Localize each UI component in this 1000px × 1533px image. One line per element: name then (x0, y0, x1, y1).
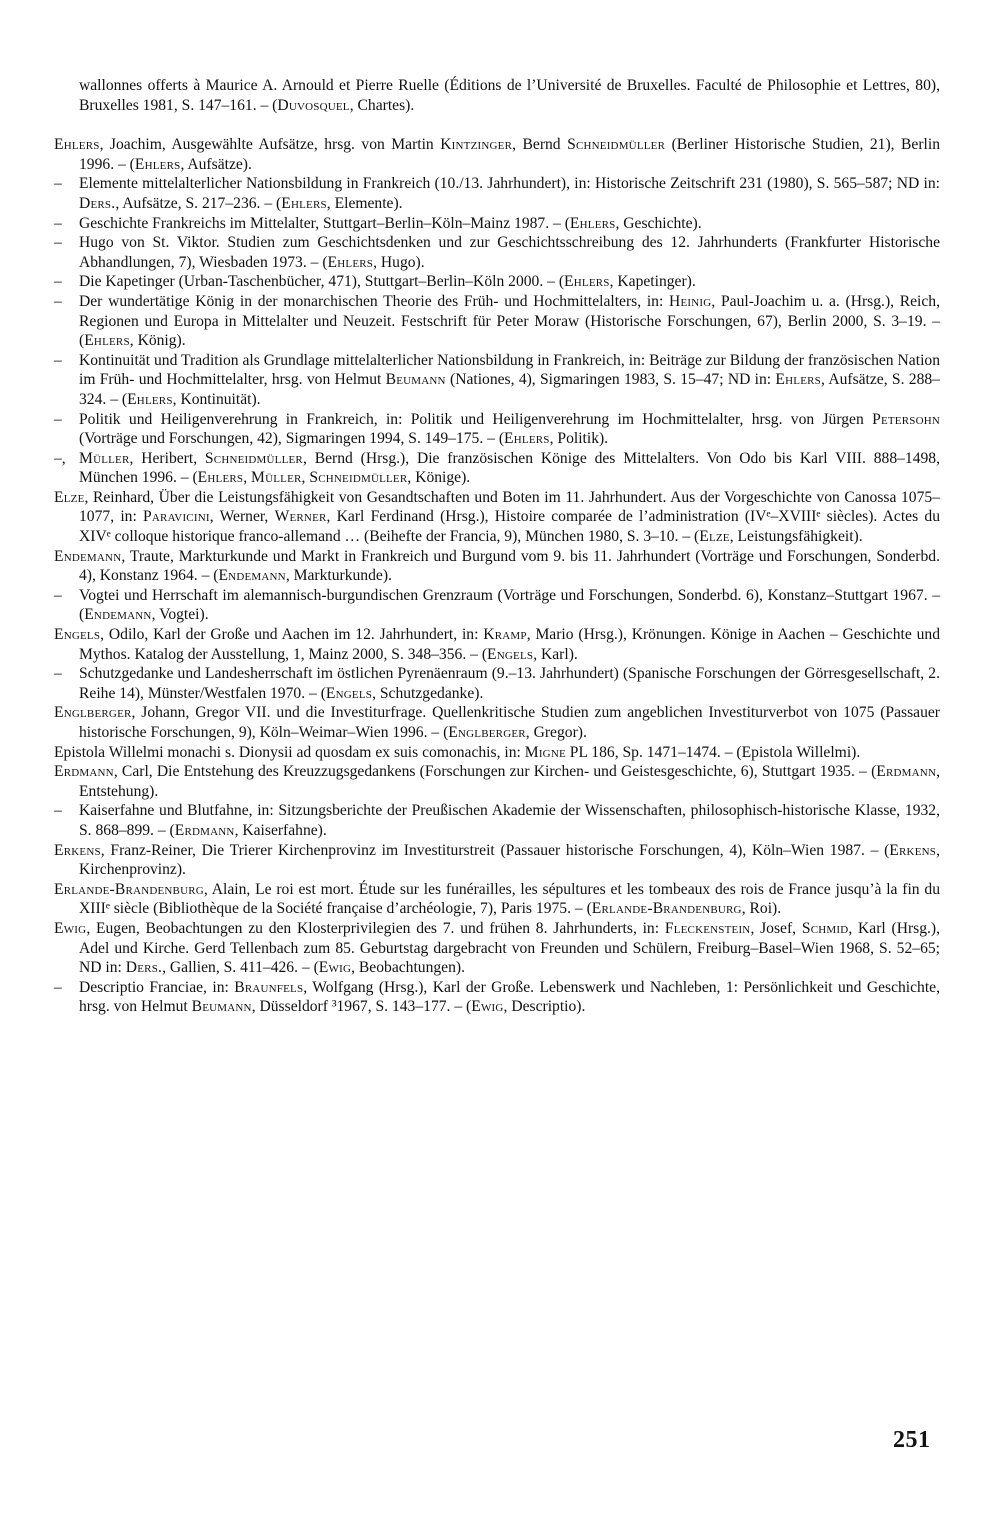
bibliography-list (54, 76, 940, 1017)
author-name: Engels (487, 645, 534, 663)
author-name: Englberger (448, 724, 526, 741)
entry-text: , Werner, (209, 508, 275, 526)
entry-text: , Odilo, Karl der Große und Aachen im 12. Jahrhundert, in: (100, 626, 484, 644)
author-name: Kintzinger (440, 136, 513, 154)
author-name: Erlande-Brandenburg (54, 880, 204, 898)
ditto-dash: – (54, 978, 62, 996)
entry-text: , Markturkunde). (285, 567, 392, 585)
bib-subentry (54, 272, 940, 292)
entry-text: (Vorträge und Forschungen, 42), Sigmaringen 1994, S. 149–175. – ( (79, 430, 505, 448)
bib-subentry (54, 233, 940, 272)
entry-text: , Gallien, S. 411–426. – ( (162, 959, 319, 977)
author-name: Erdmann (54, 763, 114, 781)
author-name: Erkens (889, 841, 937, 859)
bib-entry (54, 135, 940, 174)
author-name: Ehlers (281, 194, 327, 212)
bib-subentry (54, 292, 940, 351)
entry-text: Kaiserfahne und Blutfahne, in: Sitzungsberichte der Preußischen Akademie der Wissenschaften, philosophisch-historische Klasse, 1932, S. 868–899. – ( (79, 802, 940, 839)
author-name: Erdmann (876, 763, 937, 781)
entry-text: , Kirchenprovinz). (79, 841, 940, 879)
author-name: Ders. (79, 194, 116, 212)
author-name: Ehlers (127, 390, 173, 408)
author-name: Ehlers (54, 136, 100, 154)
entry-text: , Karl Ferdinand (Hrsg.), Histoire comparée de l’administration (IVᵉ–XVIIIᵉ siècles). Actes du XIVᵉ colloque historique franco-allemand … (Beihefte der Francia, 9), München 1980, S. 3–10. – ( (79, 508, 940, 546)
bib-entry (54, 625, 940, 664)
bib-entry (54, 880, 940, 919)
entry-text: , Aufsätze, S. 217–236. – ( (115, 194, 282, 212)
bib-entry (54, 919, 940, 978)
ditto-dash: – (54, 292, 62, 310)
bib-entry (54, 762, 940, 801)
bib-entry (54, 703, 940, 742)
entry-text: , (301, 469, 310, 487)
entry-text: , Aufsätze). (180, 155, 252, 173)
entry-text: Descriptio Franciae, in: (79, 978, 235, 996)
entry-text: Die Kapetinger (Urban-Taschenbücher, 471), Stuttgart–Berlin–Köln 2000. – ( (79, 273, 565, 291)
bib-subentry (54, 214, 940, 234)
entry-text: , Geschichte). (615, 214, 702, 232)
entry-text: , Joachim, Ausgewählte Aufsätze, hrsg. von Martin (99, 136, 441, 154)
author-name: Petersohn (872, 410, 940, 428)
ditto-dash: – (54, 214, 62, 232)
bib-entry (54, 488, 940, 547)
author-name: Heinig (669, 292, 712, 310)
entry-text: , Eugen, Beobachtungen zu den Klosterprivilegien des 7. und frühen 8. Jahrhunderts, in: (86, 919, 665, 937)
author-name: Werner (274, 508, 327, 526)
entry-text: , Carl, Die Entstehung des Kreuzzugsgedankens (Forschungen zur Kirchen- und Geistesgeschichte, 6), Stuttgart 1935. – ( (113, 763, 877, 781)
author-name: Erlande-Brandenburg (591, 900, 742, 918)
entry-text: Hugo von St. Viktor. Studien zum Geschichtsdenken und zur Geschichtsschreibung des 12. Jahrhunderts (Frankfurter Historische Abhandlungen, 7), Wiesbaden 1973. – ( (79, 234, 940, 271)
entry-text: Schutzgedanke und Landesherrschaft im östlichen Pyrenäenraum (9.–13. Jahrhundert) (Spanische Forschungen der Görresgesellschaft, 2. Reihe 14), Münster/Westfalen 1970. – ( (79, 665, 940, 702)
entry-text: , Politik). (549, 430, 609, 448)
entry-text: , Bernd (Hrsg.), Die französischen Könige des Mittelalters. Von Odo bis Karl VIII. 888–1498, München 1996. – ( (79, 449, 940, 487)
entry-text: Politik und Heiligenverehrung in Frankreich, in: Politik und Heiligenverehrung im Hochmittelalter, hrsg. von Jürgen (79, 410, 873, 428)
author-name: Ders. (125, 959, 163, 977)
ditto-dash: – (54, 351, 62, 369)
entry-text: Geschichte Frankreichs im Mittelalter, Stuttgart–Berlin–Köln–Mainz 1987. – ( (79, 214, 570, 232)
author-name: Elze (699, 528, 730, 546)
author-name: Müller (251, 469, 302, 487)
author-name: Paravicini (143, 508, 210, 526)
entry-text: , Vogtei). (151, 606, 209, 624)
entry-text: , Bernd (512, 136, 568, 154)
ditto-dash: – (54, 586, 62, 604)
entry-text: (Berliner Historische Studien, 21), Berlin 1996. – ( (79, 136, 940, 173)
entry-text: , Wolfgang (Hrsg.), Karl der Große. Lebenswerk und Nachleben, 1: Persönlichkeit und Geschichte, hrsg. von Helmut (79, 978, 940, 1016)
author-name: Duvosquel (277, 96, 350, 114)
author-name: Schneidmüller (567, 136, 666, 154)
author-name: Braunfels (234, 978, 304, 996)
entry-text: Der wundertätige König in der monarchischen Theorie des Früh- und Hochmittelalters, in: (79, 292, 669, 310)
author-name: Elze (54, 488, 85, 506)
entry-text: , Franz-Reiner, Die Trierer Kirchenprovinz im Investiturstreit (Passauer historische Forschungen, 4), Köln–Wien 1987. – ( (100, 841, 890, 859)
entry-text: , Karl). (533, 645, 578, 663)
author-name: Endemann (54, 547, 122, 565)
entry-text: , (243, 469, 252, 487)
entry-text: , Johann, Gregor VII. und die Investiturfrage. Quellenkritische Studien zum angeblichen Investiturverbot von 1075 (Passauer historische Forschungen, 9), Köln–Weimar–Wien 1996. – ( (79, 704, 940, 741)
author-name: Ewig (54, 919, 87, 937)
entry-text: , Reinhard, Über die Leistungsfähigkeit von Gesandtschaften und Boten im 11. Jahrhundert. Aus der Vorgeschichte von Canossa 1075–1077, in: (79, 488, 940, 526)
entry-text: , Alain, Le roi est mort. Étude sur les funérailles, les sépultures et les tombeaux des rois de France jusqu’à la fin du XIIIᵉ siècle (Bibliothèque de la Société française d’archéologie, 7), Paris 1975. – ( (79, 880, 940, 918)
author-name: Ewig (471, 998, 504, 1016)
entry-text: , Chartes). (349, 96, 415, 114)
bib-subentry (54, 801, 940, 840)
author-name: Ewig (318, 959, 352, 977)
bib-subentry (54, 664, 940, 703)
bib-entry (54, 547, 940, 586)
continued-entry (54, 76, 940, 115)
entry-text: , Kapetinger). (609, 273, 696, 291)
ditto-dash: – (54, 665, 62, 683)
entry-text: Vogtei und Herrschaft im alemannisch-burgundischen Grenzraum (Vorträge und Forschungen, Sonderbd. 6), Konstanz–Stuttgart 1967. – ( (79, 586, 940, 624)
entry-text: wallonnes offerts à Maurice A. Arnould et Pierre Ruelle (Éditions de l’Université de Bruxelles. Faculté de Philosophie et Lettres, 80), Bruxelles 1981, S. 147–161. – ( (79, 77, 940, 114)
author-name: Beumann (191, 998, 252, 1016)
author-name: Ehlers (564, 273, 610, 291)
entry-text: (Nationes, 4), Sigmaringen 1983, S. 15–47; ND in: (445, 371, 776, 389)
entry-text: , Kaiserfahne). (234, 821, 327, 839)
author-name: Müller (79, 449, 130, 467)
author-name: Ehlers (134, 155, 181, 173)
author-name: Ehlers (569, 214, 616, 232)
entry-text: , Roi). (741, 900, 782, 918)
entry-text: , Schutzgedanke). (372, 684, 484, 702)
entry-text: , Aufsätze, S. 288–324. – ( (79, 371, 940, 408)
entry-text: Epistola Willelmi monachi s. Dionysii ad quosdam ex suis comonachis, in: (54, 743, 525, 761)
ditto-dash: – (54, 234, 62, 252)
author-name: Fleckenstein (664, 919, 751, 937)
entry-text: , Entstehung). (79, 763, 940, 800)
entry-text: , Hugo). (373, 253, 425, 271)
entry-text: , Josef, (750, 919, 802, 937)
entry-text: , Könige). (407, 469, 471, 487)
author-name: Beumann (385, 371, 446, 389)
author-name: Erdmann (174, 821, 235, 839)
author-name: Erkens (54, 841, 101, 859)
ditto-dash: – (54, 175, 62, 193)
author-name: Kramp (483, 626, 527, 644)
entry-text: , König). (129, 332, 186, 350)
ditto-dash: – (54, 802, 62, 820)
author-name: Engels (325, 684, 373, 702)
entry-text: Elemente mittelalterlicher Nationsbildung in Frankreich (10./13. Jahrhundert), in: Historische Zeitschrift 231 (1980), S. 565–587; ND in: (79, 175, 940, 193)
entry-text: , Düsseldorf ³1967, S. 143–177. – ( (251, 998, 472, 1016)
author-name: Ehlers (327, 253, 374, 271)
ditto-dash: – (54, 410, 62, 428)
bib-entry (54, 743, 940, 763)
page-number: 251 (893, 1427, 931, 1453)
author-name: Englberger (54, 704, 132, 722)
author-name: Engels (54, 626, 101, 644)
author-name: Ehlers (775, 371, 821, 389)
ditto-dash: – (54, 273, 62, 291)
entry-text: , Gregor). (525, 724, 587, 741)
bib-subentry (54, 586, 940, 625)
author-name: Ehlers (84, 332, 130, 350)
author-name: Migne (524, 743, 566, 761)
bib-subentry (54, 978, 940, 1017)
bib-subentry (54, 410, 940, 449)
ditto-dash: –, (54, 449, 66, 467)
author-name: Schmid (801, 919, 849, 937)
entry-text: , Traute, Markturkunde und Markt in Frankreich und Burgund vom 9. bis 11. Jahrhundert (Vorträge und Forschungen, Sonderbd. 4), Konstanz 1964. – ( (79, 547, 940, 585)
entry-text: , Heribert, (129, 449, 205, 467)
author-name: Endemann (218, 567, 286, 585)
entry-text: , Karl (Hrsg.), Adel und Kirche. Gerd Tellenbach zum 85. Geburtstag dargebracht von Freunden und Schülern, Freiburg–Basel–Wien 1968, S. 52–65; ND in: (79, 919, 941, 977)
author-name: Schneidmüller (309, 469, 408, 487)
entry-text: , Leistungsfähigkeit). (729, 528, 863, 546)
entry-text: , Beobachtungen). (351, 959, 465, 977)
bib-entry (54, 841, 940, 880)
bib-subentry (54, 449, 940, 488)
entry-text: , Kontinuität). (172, 390, 261, 408)
entry-text: , Paul-Joachim u. a. (Hrsg.), Reich, Regionen und Europa in Mittelalter und Neuzeit. Festschrift für Peter Moraw (Historische Forschungen, 67), Berlin 2000, S. 3–19. – ( (79, 292, 941, 350)
entry-text: , Elemente). (326, 194, 403, 212)
author-name: Ehlers (504, 430, 550, 448)
entry-text: PL 186, Sp. 1471–1474. – (Epistola Willelmi). (565, 743, 861, 761)
bib-subentry (54, 351, 940, 410)
entry-text: , Mario (Hrsg.), Krönungen. Könige in Aachen – Geschichte und Mythos. Katalog der Ausstellung, 1, Mainz 2000, S. 348–356. – ( (79, 626, 940, 663)
bib-subentry (54, 174, 940, 213)
author-name: Schneidmüller (204, 449, 303, 467)
entry-text: , Descriptio). (503, 998, 586, 1016)
author-name: Endemann (84, 606, 152, 624)
entry-text: Kontinuität und Tradition als Grundlage mittelalterlicher Nationsbildung in Frankreich, in: Beiträge zur Bildung der französischen Nation im Früh- und Hochmittelalter, hrsg. von Helmut (79, 351, 940, 389)
author-name: Ehlers (197, 469, 244, 487)
